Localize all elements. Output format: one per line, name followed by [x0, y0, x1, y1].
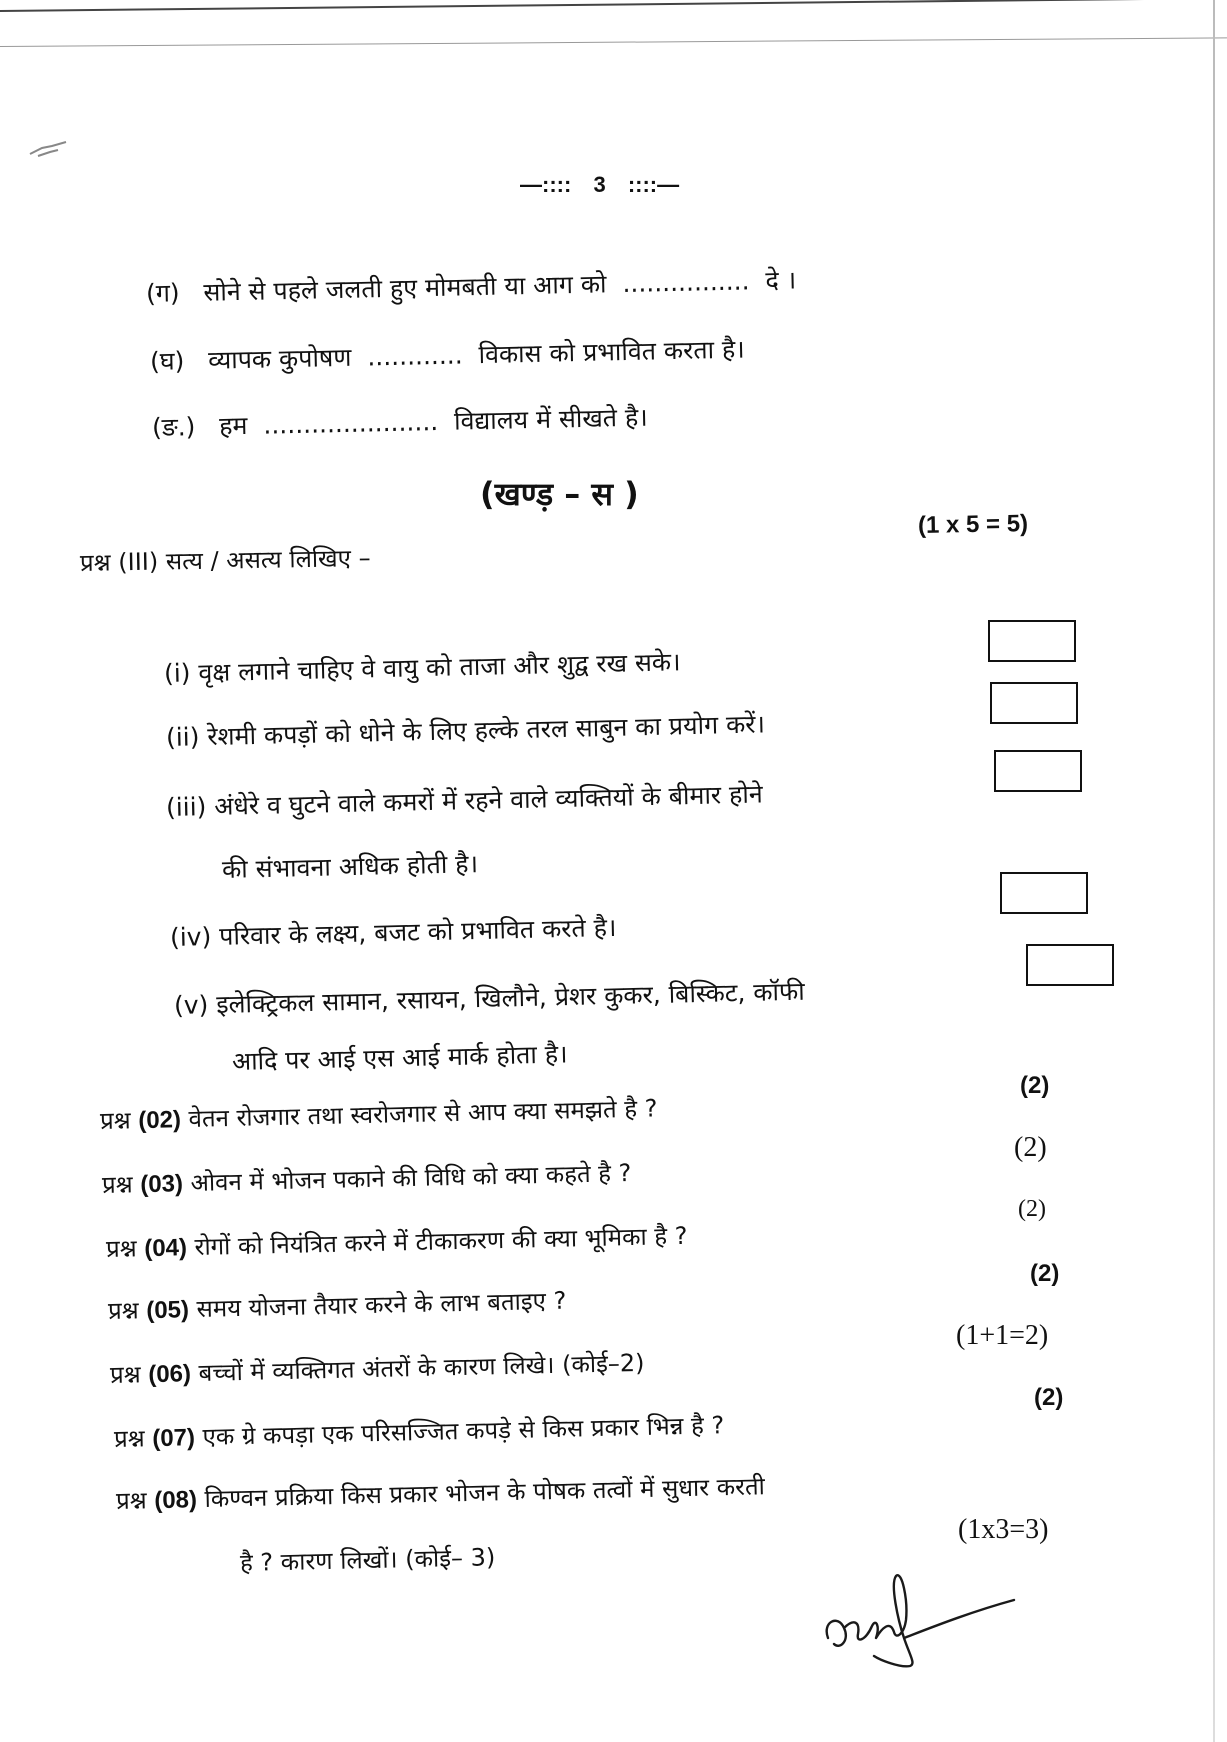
question-row [100, 1091, 658, 1137]
fill-blank-item [150, 332, 745, 378]
fill-blank-item [152, 400, 648, 444]
item-text: व्यापक कुपोषण [207, 342, 352, 375]
item-text: सोने से पहले जलती हुए मोमबती या आग को [203, 269, 607, 307]
page-number-right-dashes: ::::— [627, 172, 680, 197]
item-label: (घ) [149, 346, 185, 376]
question-number: (04) [143, 1234, 188, 1263]
item-label: (ग) [145, 278, 180, 308]
question-prefix: प्रश्न [115, 1486, 147, 1515]
answer-box[interactable] [988, 620, 1076, 662]
question-prefix: प्रश्न [113, 1424, 145, 1453]
signature-image [820, 1560, 1020, 1670]
item-text: वृक्ष लगाने चाहिए वे वायु को ताजा और शुद्व रख सके। [198, 647, 681, 688]
question-marks: (2) [1020, 1072, 1050, 1099]
question-text: एक ग्रे कपड़ा एक परिसज्जित कपड़े से किस प्रकार भिन्न है ? [202, 1411, 725, 1451]
true-false-item [170, 910, 617, 954]
question-row [110, 1346, 645, 1391]
question-prefix: प्रश्न [107, 1296, 139, 1325]
question-row [114, 1408, 725, 1455]
question-marks: (2) [1030, 1260, 1060, 1287]
answer-box[interactable] [994, 750, 1082, 792]
question-text: वेतन रोजगार तथा स्वरोजगार से आप क्या समझते है ? [188, 1094, 658, 1133]
answer-box[interactable] [1000, 872, 1088, 914]
question-marks: (1+1=2) [956, 1320, 1049, 1351]
item-number: (i) [163, 658, 191, 688]
question-text: समय योजना तैयार करने के लाभ बताइए ? [196, 1286, 567, 1323]
item-number: (v) [173, 990, 209, 1020]
question-number: (05) [145, 1296, 190, 1325]
true-false-item-continuation: की संभावना अधिक होती है। [221, 849, 479, 884]
item-text: हम [218, 411, 248, 441]
answer-box[interactable] [1026, 944, 1114, 986]
section-heading: (खण्ड़ – स ) [480, 475, 639, 513]
question-row [106, 1219, 688, 1265]
answer-blank: ................ [622, 266, 750, 299]
item-text-end: विकास को प्रभावित करता है। [478, 334, 746, 370]
page-number [520, 172, 679, 198]
scan-edge-line [0, 0, 1150, 12]
question-marks: (2) [1034, 1384, 1064, 1411]
page-number-left-dashes: —:::: [520, 172, 572, 197]
question-row [116, 1469, 766, 1517]
true-false-item-continuation: आदि पर आई एस आई मार्क होता है। [231, 1039, 568, 1076]
item-label: (ङ.) [151, 412, 196, 442]
question-text: रोगों को नियंत्रित करने में टीकाकरण की क्या भूमिका है ? [194, 1221, 688, 1261]
true-false-item [166, 776, 763, 824]
question-text: ओवन में भोजन पकाने की विधि को क्या कहते है ? [190, 1158, 632, 1197]
page-number-value: 3 [593, 172, 606, 197]
question-prefix: प्रश्न [101, 1170, 133, 1199]
item-text: रेशमी कपड़ों को धोने के लिए हल्के तरल साबुन का प्रयोग करें। [207, 709, 766, 752]
true-false-question-label: प्रश्न (III) सत्य / असत्य लिखिए – [79, 543, 371, 577]
true-false-item [166, 706, 766, 754]
question-number: (07) [151, 1424, 196, 1453]
item-number: (iv) [169, 922, 212, 952]
item-number: (iii) [165, 792, 207, 822]
question-marks: (2) [1014, 1132, 1047, 1163]
question-marks: (1x3=3) [958, 1514, 1049, 1545]
item-text: इलेक्ट्रिकल सामान, रसायन, खिलौने, प्रेशर कुकर, बिस्किट, कॉफी [215, 976, 806, 1020]
section-marks: (1 x 5 = 5) [917, 510, 1029, 539]
question-prefix: प्रश्न [105, 1234, 137, 1263]
item-text-end: विद्यालय में सीखते है। [453, 402, 649, 436]
true-false-item [164, 644, 681, 690]
question-text: किण्वन प्रक्रिया किस प्रकार भोजन के पोषक तत्वों में सुधार करती [204, 1472, 766, 1513]
question-number: (02) [137, 1106, 182, 1135]
true-false-item [174, 974, 805, 1022]
question-number: (06) [147, 1360, 192, 1389]
item-number: (ii) [165, 722, 200, 752]
question-number: (08) [153, 1486, 198, 1515]
item-text: परिवार के लक्ष्य, बजट को प्रभावित करते है। [218, 912, 617, 951]
question-row [108, 1284, 567, 1327]
question-row [102, 1156, 632, 1201]
question-number: (03) [139, 1170, 184, 1199]
question-prefix: प्रश्न [109, 1360, 141, 1389]
question-marks: (2) [1018, 1196, 1046, 1222]
item-text-end: दे । [765, 265, 797, 296]
question-text: बच्चों में व्यक्तिगत अंतरों के कारण लिखे। (कोई–2) [198, 1348, 645, 1387]
scan-smudge-mark [28, 140, 70, 164]
item-text: अंधेरे व घुटने वाले कमरों में रहने वाले व्यक्तियों के बीमार होने [213, 779, 763, 821]
answer-box[interactable] [990, 682, 1078, 724]
answer-blank: ...................... [263, 407, 439, 440]
scan-edge-line-faint [0, 37, 1227, 47]
question-prefix: प्रश्न [99, 1106, 131, 1135]
fill-blank-item [146, 262, 797, 310]
scan-right-edge [1213, 0, 1215, 1742]
answer-blank: ............ [366, 340, 463, 372]
question-continuation: है ? कारण लिखों। (कोई– 3) [239, 1543, 496, 1577]
